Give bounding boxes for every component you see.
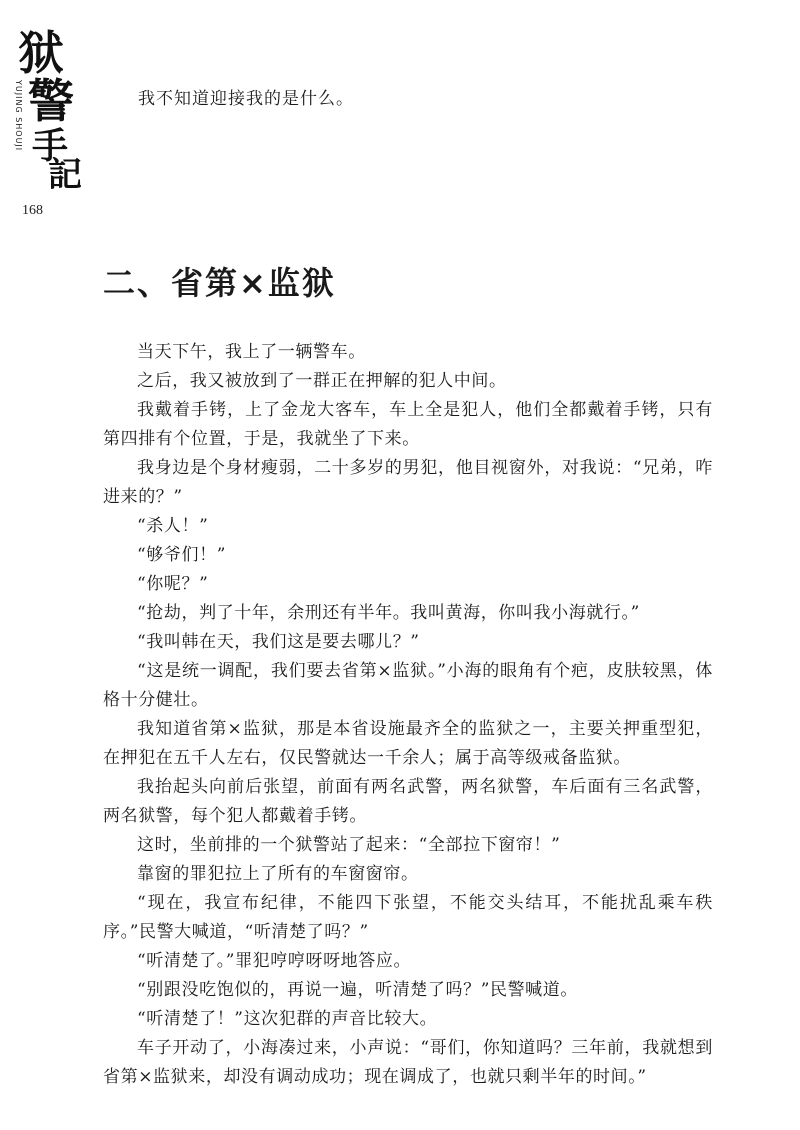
section-title: 二、省第×监狱 bbox=[103, 264, 336, 302]
book-logo bbox=[14, 26, 86, 195]
paragraph: “听清楚了。”罪犯哼哼呀呀地答应。 bbox=[137, 951, 412, 971]
logo-char-4: 記 bbox=[48, 155, 82, 195]
paragraph: “听清楚了！”这次犯群的声音比较大。 bbox=[137, 1009, 438, 1029]
paragraph: 当天下午，我上了一辆警车。 bbox=[137, 342, 366, 362]
paragraph: “杀人！” bbox=[137, 516, 209, 536]
paragraph: 之后，我又被放到了一群正在押解的犯人中间。 bbox=[137, 371, 507, 391]
paragraph: “抢劫，判了十年，余刑还有半年。我叫黄海，你叫我小海就行。” bbox=[137, 603, 640, 623]
paragraph: 我知道省第×监狱，那是本省设施最齐全的监狱之一，主要关押重型犯，在押犯在五千人左右，仅民警就达一千余人；属于高等级戒备监狱。 bbox=[103, 719, 713, 768]
paragraph: “够爷们！” bbox=[137, 545, 226, 565]
paragraph: “我叫韩在天，我们这是要去哪儿？” bbox=[137, 632, 420, 652]
paragraph: “别跟没吃饱似的，再说一遍，听清楚了吗？”民警喊道。 bbox=[137, 980, 578, 1000]
paragraph: 靠窗的罪犯拉上了所有的车窗窗帘。 bbox=[137, 864, 419, 884]
body-text bbox=[103, 338, 713, 1092]
paragraph: 我身边是个身材瘦弱，二十多岁的男犯，他目视窗外，对我说：“兄弟，咋进来的？” bbox=[103, 458, 713, 507]
intro-line: 我不知道迎接我的是什么。 bbox=[138, 89, 354, 109]
page-number: 168 bbox=[22, 203, 43, 218]
paragraph: 车子开动了，小海凑过来，小声说：“哥们，你知道吗？三年前，我就想到省第×监狱来，却没有调动成功；现在调成了，也就只剩半年的时间。” bbox=[103, 1038, 713, 1087]
paragraph: “现在，我宣布纪律，不能四下张望，不能交头结耳，不能扰乱乘车秩序。”民警大喊道，“听清楚了吗？” bbox=[103, 893, 713, 942]
paragraph: “你呢？” bbox=[137, 574, 209, 594]
logo-char-1: 狱 bbox=[18, 26, 64, 80]
logo-char-3: 手 bbox=[32, 125, 69, 167]
logo-char-2: 警 bbox=[28, 74, 74, 128]
paragraph: 我戴着手铐，上了金龙大客车，车上全是犯人，他们全都戴着手铐，只有第四排有个位置，于是，我就坐了下来。 bbox=[103, 400, 713, 449]
logo-pinyin: YUJING SHOUJI bbox=[14, 80, 23, 152]
paragraph: 这时，坐前排的一个狱警站了起来：“全部拉下窗帘！” bbox=[137, 835, 561, 855]
paragraph: “这是统一调配，我们要去省第×监狱。”小海的眼角有个疤，皮肤较黑，体格十分健壮。 bbox=[103, 661, 713, 710]
paragraph: 我抬起头向前后张望，前面有两名武警，两名狱警，车后面有三名武警，两名狱警，每个犯人都戴着手铐。 bbox=[103, 777, 713, 826]
